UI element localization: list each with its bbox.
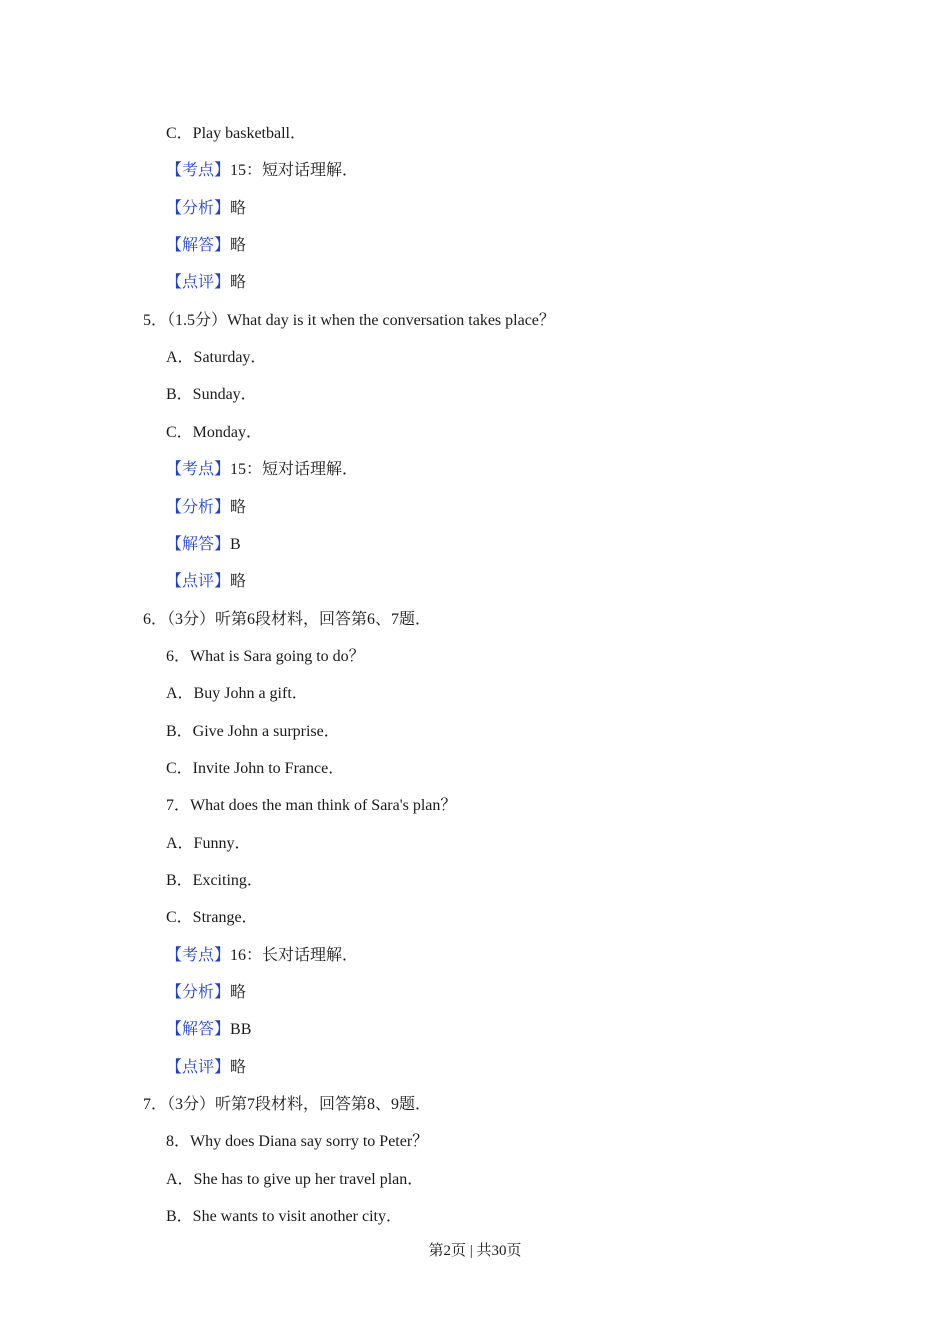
option-line: C．Invite John to France．: [166, 760, 345, 777]
section-tag: 【解答】: [166, 237, 231, 254]
option-line: A．Funny．: [166, 835, 251, 852]
analysis-line: [166, 498, 246, 518]
option-line: C．Strange．: [166, 909, 258, 926]
section-text: 略: [230, 274, 247, 291]
option-line: A．Buy John a gift．: [166, 685, 308, 702]
analysis-line: [166, 460, 358, 480]
analysis-line: [166, 161, 358, 181]
option-line: 8．Why does Diana say sorry to Peter？: [166, 1133, 429, 1150]
option-line: C．Play basketball．: [166, 125, 306, 142]
analysis-line: [166, 983, 246, 1003]
option-line: B．Exciting．: [166, 872, 263, 889]
section-text: B: [230, 536, 241, 553]
page-footer: 第2页 | 共30页: [428, 1243, 522, 1259]
section-tag: 【点评】: [166, 573, 231, 590]
section-tag: 【分析】: [166, 984, 231, 1001]
section-text: BB: [230, 1021, 252, 1038]
analysis-line: [166, 946, 358, 966]
section-text: 略: [230, 1059, 247, 1076]
section-tag: 【分析】: [166, 200, 231, 217]
question-line: 5．（1.5分）What day is it when the conversation takes place？: [143, 312, 555, 329]
section-text: 略: [230, 984, 247, 1001]
option-line: A．She has to give up her travel plan．: [166, 1171, 424, 1188]
option-line: B．Sunday．: [166, 386, 257, 403]
section-tag: 【点评】: [166, 1059, 231, 1076]
section-text: 略: [230, 499, 247, 516]
option-line: B．She wants to visit another city．: [166, 1208, 402, 1225]
option-line: B．Give John a surprise．: [166, 723, 340, 740]
section-text: 16：长对话理解．: [230, 947, 359, 964]
section-tag: 【考点】: [166, 947, 231, 964]
analysis-line: [166, 199, 246, 219]
option-line: A．Saturday．: [166, 349, 267, 366]
analysis-line: [166, 1058, 246, 1078]
option-line: 7．What does the man think of Sara's plan？: [166, 797, 457, 814]
section-text: 15：短对话理解．: [230, 461, 359, 478]
section-text: 略: [230, 573, 247, 590]
section-tag: 【分析】: [166, 499, 231, 516]
section-tag: 【考点】: [166, 162, 231, 179]
section-text: 略: [230, 200, 247, 217]
section-text: 15：短对话理解．: [230, 162, 359, 179]
section-tag: 【解答】: [166, 536, 231, 553]
option-line: C．Monday．: [166, 424, 263, 441]
option-line: 6．What is Sara going to do？: [166, 648, 365, 665]
section-tag: 【考点】: [166, 461, 231, 478]
analysis-line: [166, 273, 246, 293]
section-tag: 【点评】: [166, 274, 231, 291]
analysis-line: [166, 236, 246, 256]
question-line: 6．（3分）听第6段材料，回答第6、7题．: [143, 611, 432, 628]
section-text: 略: [230, 237, 247, 254]
analysis-line: [166, 572, 246, 592]
section-tag: 【解答】: [166, 1021, 231, 1038]
analysis-line: [166, 535, 241, 555]
analysis-line: [166, 1020, 251, 1040]
question-line: 7．（3分）听第7段材料，回答第8、9题．: [143, 1096, 432, 1113]
